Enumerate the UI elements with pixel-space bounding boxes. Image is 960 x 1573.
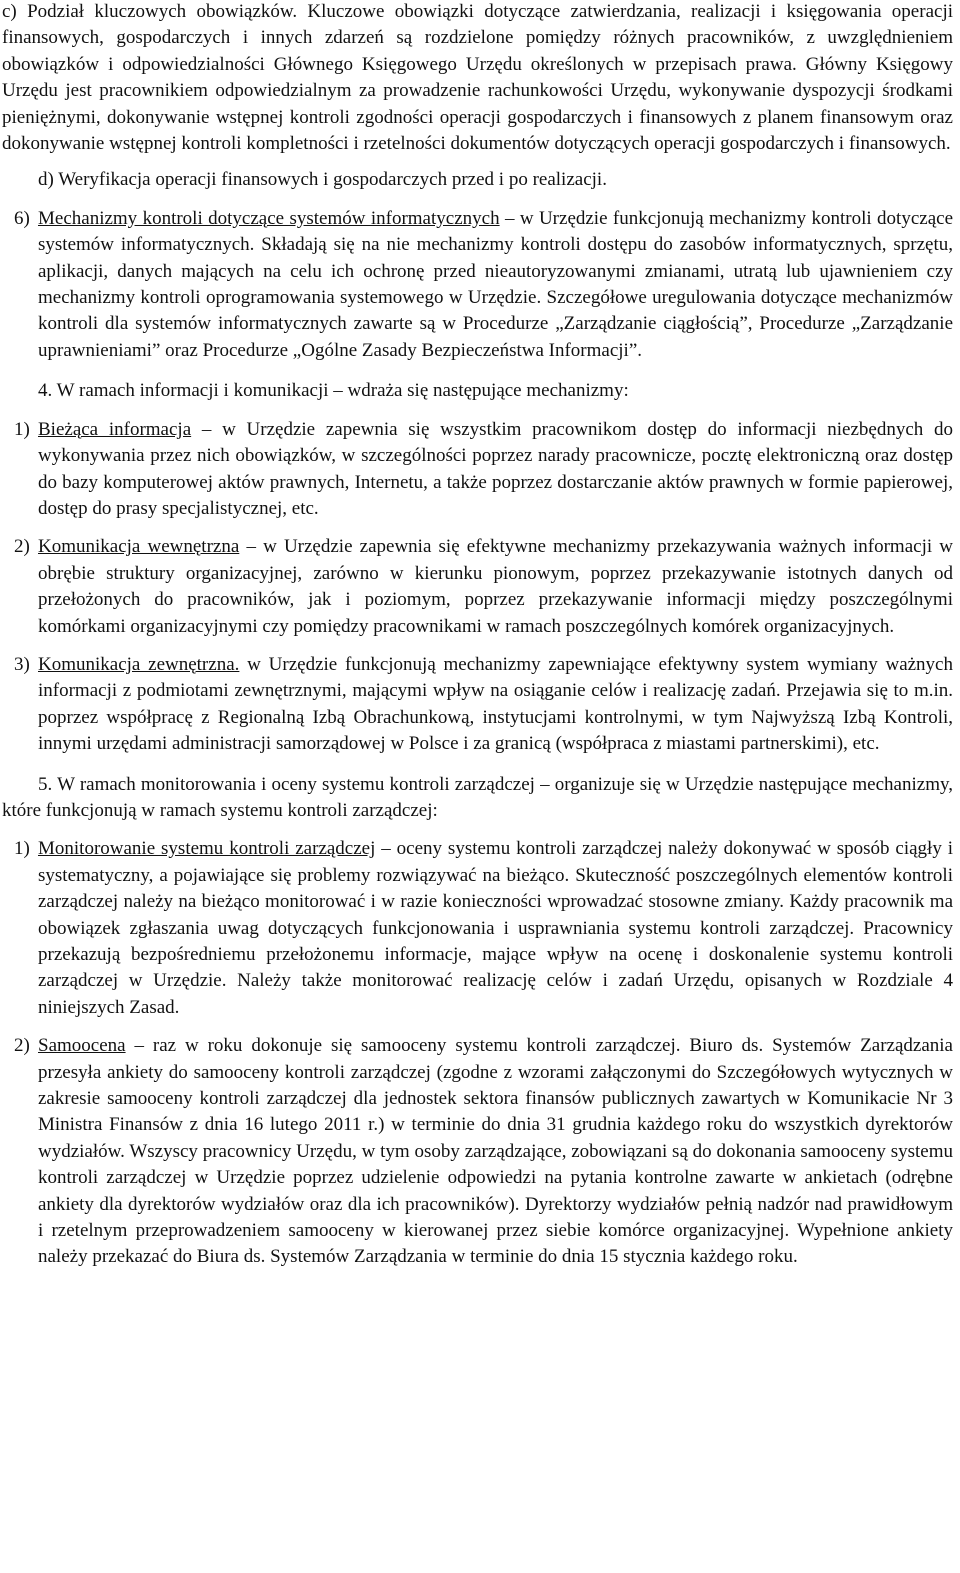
item-6-title: Mechanizmy kontroli dotyczące systemów informatycznych (38, 207, 500, 229)
s5-item-1 (0, 836, 960, 1021)
item-c-label: c) (2, 1, 17, 22)
s5-item-1-label: 1) (14, 838, 30, 860)
s4-item-3-title: Komunikacja zewnętrzna. (38, 653, 240, 675)
s4-item-1 (0, 417, 960, 523)
section-5-heading (0, 772, 960, 825)
item-6 (0, 206, 960, 364)
s4-item-2 (0, 534, 960, 640)
s4-item-1-label: 1) (14, 418, 30, 440)
item-d-text: Weryfikacja operacji finansowych i gospodarczych przed i po realizacji. (58, 169, 607, 191)
s5-item-2-text: – raz w roku dokonuje się samooceny systemu kontroli zarządczej. Biuro ds. Systemów Zarządzania przesyła ankiety do samooceny kontroli zarządczej (zgodne z wzorami załączonymi do Szczegółowych wytycznych w zakresie samooceny kontroli zarządczej dla jednostek sektora finansów publicznych zawartych w Komunikacie Nr 3 Ministra Finansów z dnia 16 lutego 2011 r.) w terminie do dnia 31 grudnia każdego roku do wszystkich dyrektorów wydziałów. Wszyscy pracownicy Urzędu, w tym osoby zarządzające, zobowiązani są do dokonania samooceny systemu kontroli zarządczej w Urzędzie poprzez udzielenie odpowiedzi na pytania kontrolne zawarte w ankietach (odrębne ankiety dla dyrektorów wydziałów oraz dla ich pracowników). Dyrektorzy wydziałów pełnią nadzór nad prawidłowym i rzetelnym przeprowadzeniem samooceny w kierowanej przez siebie komórce organizacyjnej. Wypełnione ankiety należy przekazać do Biura ds. Systemów Zarządzania w terminie do dnia 15 stycznia każdego roku. (38, 1035, 953, 1268)
item-6-label: 6) (14, 207, 30, 229)
s5-item-1-title: Monitorowanie systemu kontroli zarządczej (38, 838, 376, 860)
item-c-heading: Podział kluczowych obowiązków. (27, 1, 298, 22)
s5-item-2 (0, 1033, 960, 1271)
s4-item-1-title: Bieżąca informacja (38, 418, 192, 440)
section-5-text: 5. W ramach monitorowania i oceny systemu kontroli zarządczej – organizuje się w Urzędzie następujące mechanizmy, które funkcjonują w ramach systemu kontroli zarządczej: (2, 773, 953, 821)
s5-item-1-text: – oceny systemu kontroli zarządczej należy dokonywać w sposób ciągły i systematyczny, a pojawiające się problemy rozwiązywać na bieżąco. Skuteczność poszczególnych elementów kontroli zarządczej należy na bieżąco monitorować i w razie konieczności wprowadzać stosowne zmiany. Każdy pracownik ma obowiązek zgłaszania uwag dotyczących funkcjonowania i usprawniania systemu kontroli zarządczej. Pracownicy przekazują bezpośredniemu przełożonemu informacje, mające wpływ na ocenę i doskonalenie systemu kontroli zarządczej w Urzędzie. Należy także monitorować realizację celów i zadań Urzędu, opisanych w Rozdziale 4 niniejszych Zasad. (38, 838, 953, 1018)
item-c-text: Kluczowe obowiązki dotyczące zatwierdzania, realizacji i księgowania operacji finansowych, gospodarczych i innych zdarzeń są rozdzielone pomiędzy różnych pracowników, z uwzględnieniem obowiązków i odpowiedzialności Głównego Księgowego Urzędu określonych w przepisach prawa. Główny Księgowy Urzędu jest pracownikiem odpowiedzialnym za prowadzenie rachunkowości Urzędu, wykonywanie dyspozycji środkami pieniężnymi, dokonywanie wstępnej kontroli zgodności operacji gospodarczych i finansowych z planem finansowym oraz dokonywanie wstępnej kontroli kompletności i rzetelności dokumentów dotyczących operacji gospodarczych i finansowych. (2, 1, 953, 155)
s4-item-1-text: – w Urzędzie zapewnia się wszystkim pracownikom dostęp do informacji niezbędnych do wykonywania przez nich obowiązków, w szczególności poprzez narady pracownicze, pocztę elektroniczną oraz dostęp do bazy komputerowej aktów prawnych, Internetu, a także poprzez dostarczanie aktów prawnych w formie papierowej, dostęp do prasy specjalistycznej, etc. (38, 418, 953, 519)
item-d (0, 167, 960, 193)
item-c (0, 0, 960, 157)
item-d-label: d) (38, 169, 54, 191)
item-6-text: – w Urzędzie funkcjonują mechanizmy kontroli dotyczące systemów informatycznych. Składają się na nie mechanizmy kontroli dostępu do zasobów informatycznych, sprzętu, aplikacji, danych mających na celu ich ochronę przed nieautoryzowanymi zmianami, utratą lub ujawnieniem czy mechanizmy kontroli oprogramowania systemowego w Urzędzie. Szczegółowe uregulowania dotyczące mechanizmów kontroli dla systemów informatycznych zawarte są w Procedurze „Zarządzanie ciągłością”, Procedurze „Zarządzanie uprawnieniami” oraz Procedurze „Ogólne Zasady Bezpieczeństwa Informacji”. (38, 207, 954, 361)
s4-item-2-title: Komunikacja wewnętrzna (38, 536, 240, 558)
s4-item-3 (0, 652, 960, 758)
s5-item-2-label: 2) (14, 1035, 30, 1057)
s4-item-2-label: 2) (14, 536, 30, 558)
s5-item-2-title: Samoocena (38, 1035, 126, 1057)
section-4-heading: 4. W ramach informacji i komunikacji – wdraża się następujące mechanizmy: (38, 380, 629, 402)
s4-item-2-text: – w Urzędzie zapewnia się efektywne mechanizmy przekazywania ważnych informacji w obrębie struktury organizacyjnej, zarówno w kierunku pionowym, poprzez przekazywanie istotnych danych od przełożonych do pracowników, jak i poziomym, poprzez przekazywanie informacji między poszczególnymi komórkami organizacyjnymi czy pomiędzy pracownikami w ramach poszczególnych komórek organizacyjnych. (38, 536, 954, 637)
s4-item-3-label: 3) (14, 653, 30, 675)
s4-item-3-text: w Urzędzie funkcjonują mechanizmy zapewniające efektywny system wymiany ważnych informacji z podmiotami zewnętrznymi, mającymi wpływ na osiąganie celów i realizację zadań. Przejawia się to m.in. poprzez współpracę z Regionalną Izbą Obrachunkową, instytucjami kontrolnymi, w tym Najwyższą Izbą Kontroli, innymi urzędami administracji samorządowej w Polsce i za granicą (współpraca z miastami partnerskimi), etc. (38, 653, 953, 755)
